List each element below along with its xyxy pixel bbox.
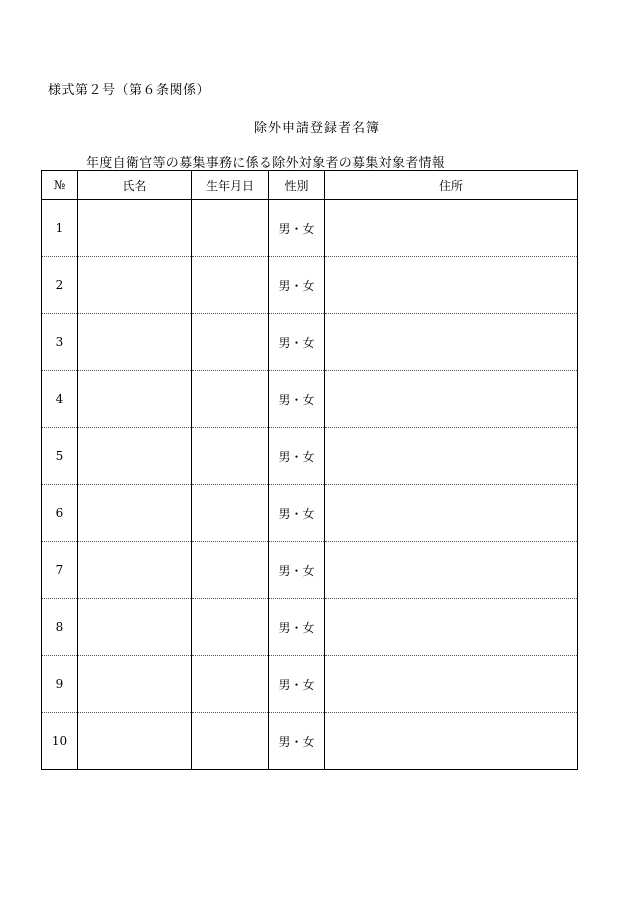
row-number: 8 — [42, 599, 78, 656]
header-sex: 性別 — [269, 171, 325, 200]
sex-field[interactable]: 男・女 — [269, 599, 325, 656]
sex-field[interactable]: 男・女 — [269, 713, 325, 770]
address-field[interactable] — [325, 656, 578, 713]
address-field[interactable] — [325, 200, 578, 257]
header-address: 住所 — [325, 171, 578, 200]
name-field[interactable] — [78, 371, 192, 428]
sex-field[interactable]: 男・女 — [269, 314, 325, 371]
row-number: 10 — [42, 713, 78, 770]
table-row — [42, 314, 578, 371]
form-number: 様式第２号（第６条関係） — [48, 83, 211, 98]
name-field[interactable] — [78, 428, 192, 485]
address-field[interactable] — [325, 542, 578, 599]
table-row — [42, 257, 578, 314]
document-subtitle: 年度自衛官等の募集事務に係る除外対象者の募集対象者情報 — [86, 156, 446, 171]
birthdate-field[interactable] — [192, 200, 269, 257]
table-row — [42, 656, 578, 713]
birthdate-field[interactable] — [192, 656, 269, 713]
name-field[interactable] — [78, 713, 192, 770]
table-row — [42, 542, 578, 599]
birthdate-field[interactable] — [192, 599, 269, 656]
table-row — [42, 428, 578, 485]
row-number: 2 — [42, 257, 78, 314]
table-header-row — [42, 171, 578, 200]
sex-field[interactable]: 男・女 — [269, 485, 325, 542]
address-field[interactable] — [325, 371, 578, 428]
sex-field[interactable]: 男・女 — [269, 656, 325, 713]
birthdate-field[interactable] — [192, 713, 269, 770]
name-field[interactable] — [78, 257, 192, 314]
name-field[interactable] — [78, 599, 192, 656]
table-row — [42, 200, 578, 257]
table-row — [42, 485, 578, 542]
row-number: 9 — [42, 656, 78, 713]
birthdate-field[interactable] — [192, 485, 269, 542]
table-row — [42, 599, 578, 656]
table-row — [42, 371, 578, 428]
header-no: № — [42, 171, 78, 200]
name-field[interactable] — [78, 656, 192, 713]
sex-field[interactable]: 男・女 — [269, 428, 325, 485]
row-number: 4 — [42, 371, 78, 428]
birthdate-field[interactable] — [192, 314, 269, 371]
name-field[interactable] — [78, 200, 192, 257]
register-table — [41, 170, 578, 770]
sex-field[interactable]: 男・女 — [269, 200, 325, 257]
header-name: 氏名 — [78, 171, 192, 200]
birthdate-field[interactable] — [192, 428, 269, 485]
row-number: 7 — [42, 542, 78, 599]
row-number: 1 — [42, 200, 78, 257]
birthdate-field[interactable] — [192, 542, 269, 599]
address-field[interactable] — [325, 314, 578, 371]
sex-field[interactable]: 男・女 — [269, 542, 325, 599]
row-number: 5 — [42, 428, 78, 485]
table-row — [42, 713, 578, 770]
row-number: 6 — [42, 485, 78, 542]
sex-field[interactable]: 男・女 — [269, 371, 325, 428]
header-birthdate: 生年月日 — [192, 171, 269, 200]
document-title: 除外申請登録者名簿 — [254, 121, 381, 136]
address-field[interactable] — [325, 599, 578, 656]
address-field[interactable] — [325, 713, 578, 770]
address-field[interactable] — [325, 257, 578, 314]
name-field[interactable] — [78, 542, 192, 599]
address-field[interactable] — [325, 485, 578, 542]
sex-field[interactable]: 男・女 — [269, 257, 325, 314]
address-field[interactable] — [325, 428, 578, 485]
name-field[interactable] — [78, 485, 192, 542]
birthdate-field[interactable] — [192, 371, 269, 428]
birthdate-field[interactable] — [192, 257, 269, 314]
row-number: 3 — [42, 314, 78, 371]
name-field[interactable] — [78, 314, 192, 371]
